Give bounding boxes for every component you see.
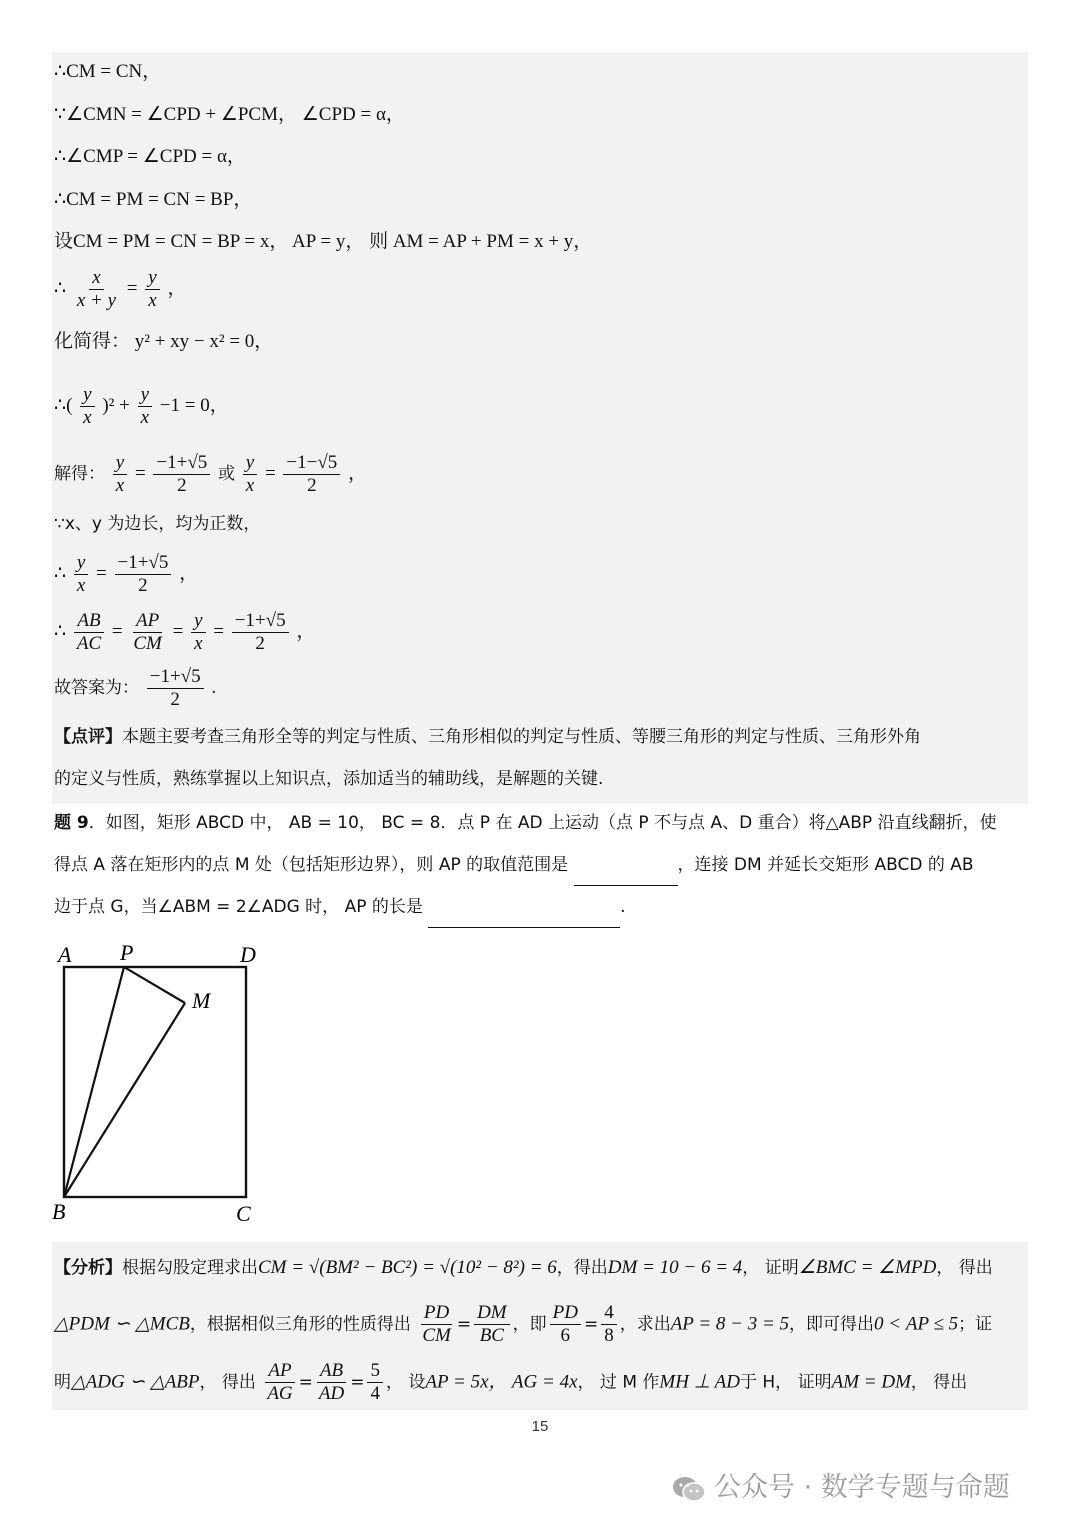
comment-tag: 【点评】 (54, 727, 122, 747)
fraction: $\frac{y}{x}$ (74, 552, 88, 597)
solution-line-12: ∴ $\frac{AB}{AC}$ = $\frac{AP}{CM}$ = $\frac{y}{x}$ = $\frac{-1+√5}{2}$ ， (54, 610, 316, 654)
fraction: $\frac{AB}{AC}$ (74, 610, 104, 655)
fraction: $\frac{AB}{AD}$ (318, 1360, 345, 1404)
fraction: $\frac{5}{4}$ (367, 1360, 383, 1405)
therefore-symbol: ∴ (54, 277, 67, 299)
fraction: $\frac{-1-√5}{2}$ (283, 452, 340, 497)
problem-line-2b: ，连接 DM 并延长交矩形 ABCD 的 AB (677, 855, 974, 875)
solution-line-3: ∴∠CMP = ∠CPD = α， (54, 146, 246, 167)
rectangle-abcd (64, 967, 246, 1197)
fraction: $\frac{y}{x}$ (243, 452, 257, 497)
rectangle-figure (40, 935, 280, 1235)
problem-line-1: ．如图，矩形 ABCD 中， AB = 10， BC = 8．点 P 在 AD 上运动（点 P 不与点 A、D 重合）将△ABP 沿直线翻折，使 (88, 813, 997, 833)
comment-text: 本题主要考查三角形全等的判定与性质、三角形相似的判定与性质、等腰三角形的判定与性质、三角形外角 (122, 727, 921, 747)
fraction: $\frac{y}{x}$ (80, 384, 94, 429)
fraction: $\frac{-1+√5}{2}$ (153, 452, 210, 497)
solution-line-10: ∵x、y 为边长，均为正数， (54, 514, 261, 534)
wechat-icon (672, 1475, 706, 1503)
problem-line-2a: 得点 A 落在矩形内的点 M 处（包括矩形边界），则 AP 的取值范围是 (54, 855, 569, 875)
fraction: $\frac{PD}{6}$ (550, 1302, 581, 1347)
solution-line-4: ∴CM = PM = CN = BP， (54, 189, 253, 210)
solution-line-13: 故答案为： $\frac{-1+√5}{2}$ . (54, 666, 217, 710)
fraction: $\frac{y}{x}$ (113, 452, 127, 497)
segment-bm (64, 1003, 185, 1197)
analysis-line-3: 明△ADG ∽ △ABP， 得出 $\frac{AP}{AG}$ = $\frac{AB}{AD}$ = $\frac{5}{4}$ ， 设AP = 5x， AG = 4x， 过 M 作MH ⊥ AD于 H， 证明AM = DM， 得出 (54, 1360, 968, 1404)
analysis-line-2: △PDM ∽ △MCB，根据相似三角形的性质得出 $\frac{PD}{CM}$ = $\frac{DM}{BC}$ ，即 $\frac{PD}{6}$ = $\frac{4}{8}$ ，求出AP = 8 − 3 = 5，即可得出0 < AP ≤ 5；证 (54, 1302, 993, 1346)
label-d: D (240, 942, 256, 967)
problem-line-3a: 边于点 G，当∠ABM = 2∠ADG 时， AP 的长是 (54, 897, 423, 917)
fraction: $\frac{DM}{BC}$ (474, 1302, 510, 1347)
fraction: $\frac{4}{8}$ (601, 1302, 617, 1347)
problem-tag: 题 9 (54, 813, 89, 833)
solution-line-11: ∴ $\frac{y}{x}$ = $\frac{-1+√5}{2}$ ， (54, 552, 199, 596)
answer-blank-2[interactable] (428, 909, 620, 928)
segment-pm (124, 967, 185, 1003)
fraction: $\frac{-1+√5}{2}$ (115, 552, 172, 597)
solution-line-7: 化简得： y² + xy − x² = 0， (54, 331, 274, 352)
label-b: B (52, 1199, 66, 1224)
analysis-line-1: 【分析】根据勾股定理求出CM = √(BM² − BC²) = √(10² − 8²) = 6，得出DM = 10 − 6 = 4， 证明∠BMC = ∠MPD， 得出 (54, 1257, 993, 1278)
problem-paragraph (54, 802, 1029, 928)
fraction: $\frac{x}{x + y}$ (76, 267, 117, 311)
solution-line-8: ∴( $\frac{y}{x}$ )² + $\frac{y}{x}$ −1 = 0， (54, 384, 229, 428)
fraction: $\frac{AP}{CM}$ (133, 610, 162, 654)
segment-bp (64, 967, 124, 1197)
solution-line-6: ∴ $\frac{x}{x + y}$ = $\frac{y}{x}$ ， (54, 267, 187, 311)
comment-paragraph (54, 716, 1029, 800)
comment-text-2: 的定义与性质，熟练掌握以上知识点，添加适当的辅助线，是解题的关键. (54, 769, 604, 789)
fraction: $\frac{PD}{CM}$ (422, 1302, 451, 1346)
solution-line-2: ∵∠CMN = ∠CPD + ∠PCM， ∠CPD = α， (54, 104, 405, 125)
watermark (672, 1465, 1010, 1504)
fraction: $\frac{AP}{AG}$ (267, 1360, 293, 1404)
fraction: $\frac{-1+√5}{2}$ (147, 666, 204, 711)
label-p: P (120, 940, 134, 965)
analysis-tag: 【分析】 (54, 1258, 122, 1278)
solution-line-9: 解得： $\frac{y}{x}$ = $\frac{-1+√5}{2}$ 或 $\frac{y}{x}$ = $\frac{-1-√5}{2}$ ， (54, 452, 368, 496)
fraction: $\frac{-1+√5}{2}$ (232, 610, 289, 655)
problem-line-3b: . (620, 897, 626, 917)
solution-line-5: 设CM = PM = CN = BP = x， AP = y， 则 AM = AP + PM = x + y， (54, 231, 593, 252)
label-a: A (58, 942, 72, 967)
label-m: M (192, 988, 211, 1013)
fraction: $\frac{y}{x}$ (145, 267, 159, 312)
solution-line-1: ∴CM = CN， (54, 61, 162, 82)
answer-blank-1[interactable] (574, 867, 678, 886)
fraction: $\frac{y}{x}$ (191, 610, 205, 655)
label-c: C (236, 1201, 251, 1226)
page-number: 15 (531, 1418, 549, 1435)
watermark-text: 公众号 · 数学专题与命题 (714, 1472, 1010, 1503)
fraction: $\frac{y}{x}$ (138, 384, 152, 429)
